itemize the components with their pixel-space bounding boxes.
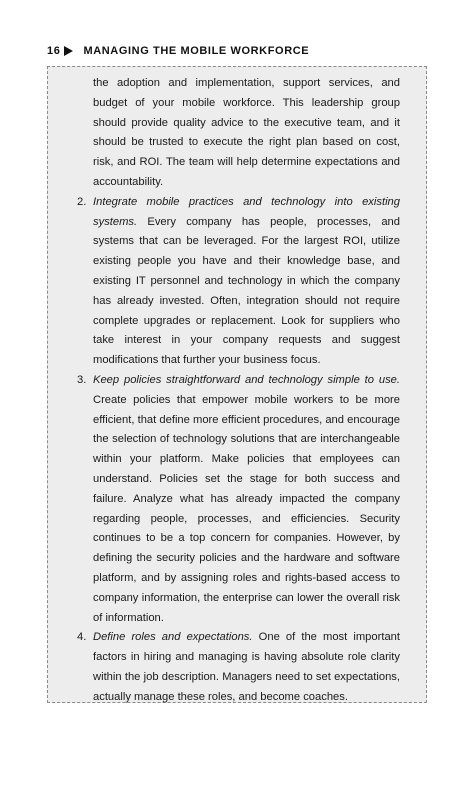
list-item-3 (77, 371, 400, 628)
triangle-arrow-icon (64, 46, 73, 56)
running-head (47, 44, 309, 58)
list-item-body: One of the most important factors in hiring and managing is having absolute role clarity within the job description. Managers need to set expectations, actually manage these roles, and become coaches. (93, 631, 400, 703)
list-item-lead: Keep policies straightforward and technology simple to use. (93, 373, 400, 386)
list-item-lead: Integrate mobile practices and technology into existing systems. (93, 195, 400, 228)
sidebar-text (77, 74, 400, 708)
list-number: 3. (77, 373, 87, 386)
list-item-body: Every company has people, processes, and systems that can be leveraged. For the largest ROI, utilize existing people you have and their knowledge base, and existing IT personnel and technology in which the company has already invested. Often, integration should not require complete upgrades or replacement. Look for suppliers who take interest in your company requests and suggest modifications that further your business focus. (93, 215, 400, 367)
list-item-lead: Define roles and expectations. (93, 631, 253, 644)
list-item-2 (77, 193, 400, 371)
intro-paragraph: the adoption and implementation, support services, and budget of your mobile workforce. This leadership group should provide quality advice to the executive team, and it should be trusted to execute the right plan based on cost, risk, and ROI. The team will help determine expectations and accountability. (93, 77, 400, 188)
list-number: 2. (77, 195, 87, 208)
running-title: MANAGING THE MOBILE WORKFORCE (83, 45, 310, 57)
list-number: 4. (77, 631, 87, 644)
page-number: 16 (47, 45, 61, 57)
list-item-body: Create policies that empower mobile workers to be more efficient, that define more efficient procedures, and encourage the selection of technology solutions that are interchangeable within your platform. Make policies that employees can understand. Policies set the stage for both success and failure. Analyze what has already impacted the company regarding people, processes, and efficiencies. Security continues to be a top concern for companies. However, by defining the security policies and the hardware and software platform, and by assigning roles and rights-based access to company information, the enterprise can lower the overall risk of information. (93, 393, 400, 624)
sidebar-box (47, 66, 427, 703)
list-item-4 (77, 628, 400, 707)
